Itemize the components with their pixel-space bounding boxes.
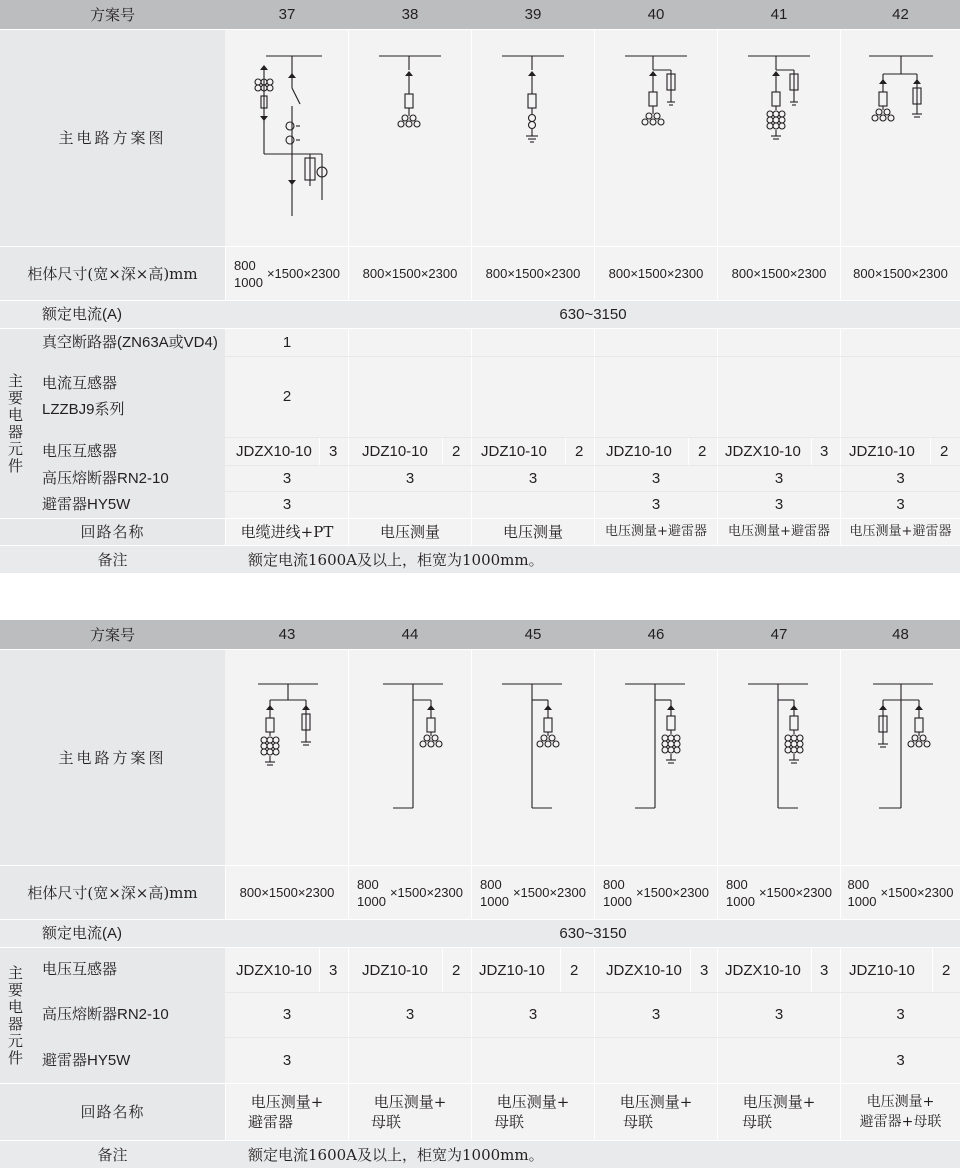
note-value: 额定电流1600A及以上，柜宽为1000mm。 bbox=[248, 550, 544, 569]
size-value: 800 1000 ×1500×2300 bbox=[603, 876, 709, 909]
circuit-value: 电压测量+ 母联 bbox=[494, 1093, 570, 1131]
pt-qty: 3 bbox=[329, 443, 338, 460]
header-label: 方案号 bbox=[89, 5, 135, 24]
circuit-value: 电缆进线+PT bbox=[240, 523, 334, 541]
header-row bbox=[0, 0, 960, 29]
pt-model: JDZ10-10 bbox=[849, 961, 915, 979]
pt-row bbox=[30, 438, 960, 465]
circuit-value: 电压测量+避雷器 bbox=[849, 524, 952, 539]
circuit-diagram-40 bbox=[595, 30, 717, 246]
fuse-value: 3 bbox=[651, 1006, 661, 1023]
size-value: 800 1000 ×1500×2300 bbox=[726, 876, 832, 909]
arrester-label: 避雷器HY5W bbox=[30, 492, 225, 518]
fuse-row bbox=[30, 993, 960, 1037]
arrester-value: 3 bbox=[282, 496, 292, 513]
fuse-row bbox=[30, 466, 960, 491]
size-value: 800 1000 ×1500×2300 bbox=[480, 876, 586, 909]
pt-qty: 3 bbox=[820, 961, 829, 979]
vcb-row bbox=[30, 329, 960, 356]
circuit-value: 电压测量+避雷器 bbox=[605, 524, 707, 539]
current-label: 额定电流(A) bbox=[42, 305, 122, 323]
pt-qty: 2 bbox=[570, 961, 579, 979]
size-value: 800 1000 ×1500×2300 bbox=[234, 257, 340, 290]
circuit-value: 电压测量+ 避雷器 bbox=[248, 1093, 324, 1131]
group-label: 主要电器元件 bbox=[6, 964, 24, 1067]
header-row bbox=[0, 620, 960, 649]
scheme-number: 47 bbox=[770, 625, 788, 643]
diagram-row bbox=[0, 650, 960, 865]
circuit-diagram-37 bbox=[226, 30, 348, 246]
circuit-value: 电压测量 bbox=[502, 523, 563, 541]
size-value: 800×1500×2300 bbox=[485, 265, 581, 281]
scheme-number: 38 bbox=[401, 5, 419, 23]
scheme-number: 48 bbox=[892, 625, 909, 643]
circuit-diagram-43 bbox=[226, 650, 348, 865]
scheme-number: 37 bbox=[278, 5, 296, 23]
fuse-value: 3 bbox=[528, 469, 538, 487]
size-label: 柜体尺寸(宽×深×高)mm bbox=[0, 247, 225, 300]
diagram-row bbox=[0, 30, 960, 246]
circuit-value: 电压测量+避雷器 bbox=[728, 524, 830, 539]
arrester-row bbox=[30, 492, 960, 518]
circuit-value: 电压测量 bbox=[379, 523, 440, 541]
pt-qty: 2 bbox=[452, 443, 461, 460]
pt-qty: 2 bbox=[452, 961, 461, 979]
scheme-table-2 bbox=[0, 620, 960, 1168]
pt-qty: 2 bbox=[940, 443, 949, 460]
size-value: 800×1500×2300 bbox=[731, 265, 827, 281]
group-label: 主要电器元件 bbox=[6, 372, 24, 475]
circuit-label: 回路名称 bbox=[0, 519, 225, 545]
pt-row bbox=[30, 948, 960, 992]
size-row bbox=[0, 866, 960, 919]
pt-model: JDZX10-10 bbox=[236, 443, 312, 460]
scheme-number: 44 bbox=[401, 625, 419, 643]
circuit-diagram-44 bbox=[349, 650, 471, 865]
circuit-diagram-41 bbox=[718, 30, 840, 246]
pt-qty: 2 bbox=[698, 443, 707, 460]
pt-label: 电压互感器 bbox=[30, 438, 225, 465]
pt-model: JDZ10-10 bbox=[849, 443, 915, 460]
arrester-value: 3 bbox=[896, 496, 905, 513]
fuse-value: 3 bbox=[774, 1006, 784, 1023]
arrester-value: 3 bbox=[896, 1051, 905, 1069]
fuse-value: 3 bbox=[282, 469, 292, 487]
diagram-label: 主电路方案图 bbox=[0, 30, 225, 246]
pt-model: JDZ10-10 bbox=[481, 443, 547, 460]
current-value: 630~3150 bbox=[559, 924, 627, 942]
pt-qty: 3 bbox=[820, 443, 829, 460]
size-value: 800×1500×2300 bbox=[853, 265, 948, 281]
pt-label: 电压互感器 bbox=[30, 948, 225, 992]
circuit-diagram-48 bbox=[841, 650, 960, 865]
current-row bbox=[0, 920, 960, 947]
note-row bbox=[0, 1141, 960, 1168]
scheme-number: 45 bbox=[524, 625, 542, 643]
note-label: 备注 bbox=[97, 550, 128, 569]
circuit-diagram-47 bbox=[718, 650, 840, 865]
fuse-value: 3 bbox=[896, 469, 905, 487]
size-value: 800×1500×2300 bbox=[362, 265, 458, 281]
pt-model: JDZ10-10 bbox=[606, 443, 672, 460]
vcb-value: 1 bbox=[282, 333, 292, 351]
scheme-number: 46 bbox=[647, 625, 665, 643]
vcb-label: 真空断路器(ZN63A或VD4) bbox=[30, 329, 225, 356]
note-label: 备注 bbox=[97, 1145, 128, 1164]
pt-model: JDZX10-10 bbox=[236, 961, 312, 979]
circuit-value: 电压测量+ 母联 bbox=[619, 1093, 693, 1131]
circuit-row bbox=[0, 1084, 960, 1140]
pt-model: JDZX10-10 bbox=[725, 443, 801, 460]
arrester-value: 3 bbox=[651, 496, 661, 513]
current-row bbox=[0, 301, 960, 328]
scheme-number: 39 bbox=[524, 5, 542, 23]
ct-value: 2 bbox=[282, 388, 292, 405]
note-value: 额定电流1600A及以上，柜宽为1000mm。 bbox=[248, 1145, 544, 1164]
circuit-diagram-45 bbox=[472, 650, 594, 865]
pt-qty: 3 bbox=[329, 961, 338, 979]
size-value: 800×1500×2300 bbox=[239, 884, 335, 900]
fuse-value: 3 bbox=[528, 1006, 538, 1023]
fuse-value: 3 bbox=[405, 469, 415, 487]
note-row bbox=[0, 546, 960, 573]
scheme-number: 41 bbox=[770, 5, 788, 23]
circuit-row bbox=[0, 519, 960, 545]
pt-model: JDZX10-10 bbox=[725, 961, 801, 979]
size-label: 柜体尺寸(宽×深×高)mm bbox=[0, 866, 225, 919]
circuit-value: 电压测量+ 避雷器+母联 bbox=[859, 1094, 942, 1130]
arrester-row bbox=[30, 1038, 960, 1083]
fuse-value: 3 bbox=[651, 469, 661, 487]
pt-qty: 2 bbox=[575, 443, 584, 460]
circuit-diagram-39 bbox=[472, 30, 594, 246]
current-label: 额定电流(A) bbox=[42, 924, 122, 942]
arrester-label: 避雷器HY5W bbox=[30, 1038, 225, 1083]
fuse-value: 3 bbox=[405, 1006, 415, 1023]
pt-model: JDZ10-10 bbox=[362, 443, 428, 460]
scheme-table-1 bbox=[0, 0, 960, 573]
pt-qty: 3 bbox=[700, 961, 709, 979]
circuit-label: 回路名称 bbox=[0, 1084, 225, 1140]
pt-qty: 2 bbox=[942, 961, 951, 979]
circuit-value: 电压测量+ 母联 bbox=[742, 1093, 816, 1131]
circuit-value: 电压测量+ 母联 bbox=[371, 1093, 447, 1131]
ct-label: 电流互感器 LZZBJ9系列 bbox=[30, 357, 225, 437]
fuse-label: 高压熔断器RN2-10 bbox=[30, 466, 225, 491]
scheme-number: 43 bbox=[278, 625, 296, 643]
arrester-value: 3 bbox=[282, 1051, 292, 1069]
fuse-value: 3 bbox=[896, 1006, 905, 1023]
pt-model: JDZ10-10 bbox=[362, 961, 428, 979]
current-value: 630~3150 bbox=[559, 305, 627, 323]
circuit-diagram-38 bbox=[349, 30, 471, 246]
size-value: 800×1500×2300 bbox=[608, 265, 704, 281]
size-value: 800 1000 ×1500×2300 bbox=[357, 876, 463, 909]
ct-row bbox=[30, 357, 960, 437]
scheme-number: 42 bbox=[892, 5, 909, 23]
size-value: 800 1000 ×1500×2300 bbox=[847, 876, 954, 909]
header-label: 方案号 bbox=[89, 625, 135, 644]
scheme-number: 40 bbox=[647, 5, 665, 23]
fuse-value: 3 bbox=[774, 469, 784, 487]
diagram-label: 主电路方案图 bbox=[0, 650, 225, 865]
fuse-label: 高压熔断器RN2-10 bbox=[30, 993, 225, 1037]
pt-model: JDZX10-10 bbox=[606, 961, 682, 979]
arrester-value: 3 bbox=[774, 496, 784, 513]
size-row bbox=[0, 247, 960, 300]
circuit-diagram-42 bbox=[841, 30, 960, 246]
fuse-value: 3 bbox=[282, 1006, 292, 1023]
circuit-diagram-46 bbox=[595, 650, 717, 865]
pt-model: JDZ10-10 bbox=[479, 961, 545, 979]
